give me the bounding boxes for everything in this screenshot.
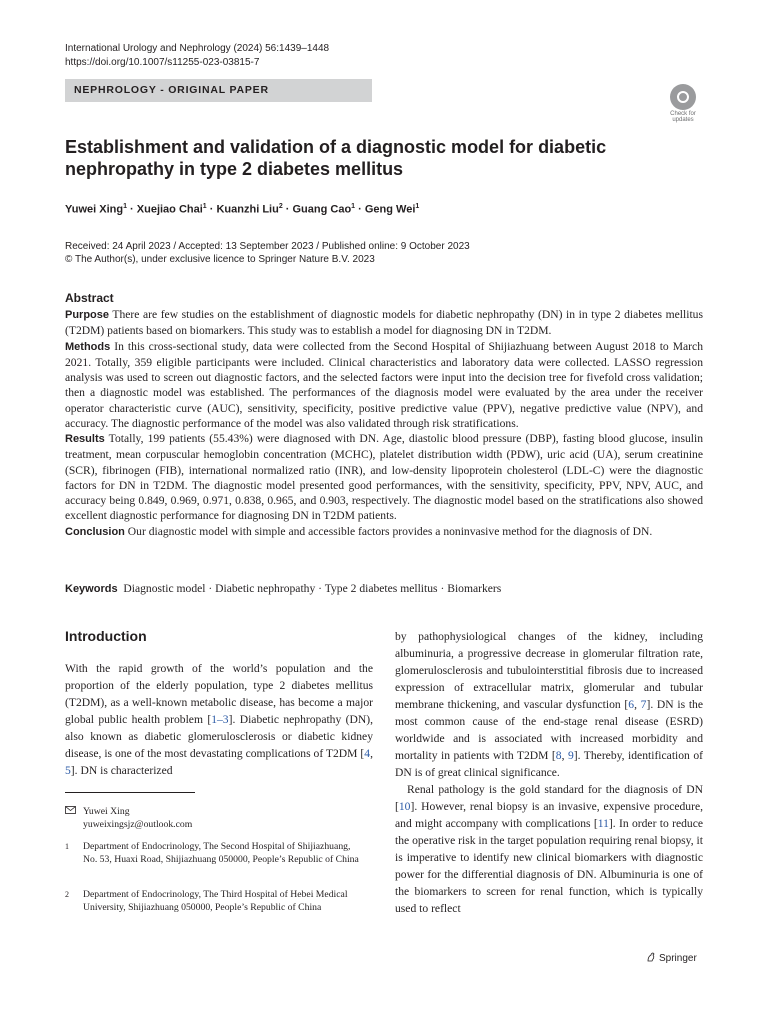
- abstract-methods: [65, 339, 703, 432]
- citation-link[interactable]: 11: [597, 817, 609, 830]
- affiliation-text: Department of Endocrinology, The Third Hospital of Hebei Medical University, Shijiazhuang 050000, People’s Republic of China: [83, 889, 348, 913]
- intro-paragraph: With the rapid growth of the world’s population and the proportion of the elderly population, type 2 diabetes mellitus (T2DM), as a well-known metabolic disease, has become a major global public health problem [1–3]. Diabetic nephropathy (DN), also known as diabetic glomerulosclerosis or diabetic kidney disease, is one of the most devastating complications of T2DM [4, 5]. DN is characterized: [65, 662, 373, 777]
- affiliation-2: [65, 888, 365, 914]
- history-dates: Received: 24 April 2023 / Accepted: 13 September 2023 / Published online: 9 October 2023: [65, 241, 470, 252]
- affiliation-1: [65, 840, 365, 866]
- text-run: ]. In order to reduce the operative risk in the target population requiring renal biopsy, it is imperative to identify new clinical biomarkers with diagnostic power for the differential diagnosis of DN. Albuminuria is one of the biomarkers to screen for renal function, which is typically used to reflect: [395, 817, 703, 915]
- author-affiliation-mark: 1: [415, 203, 420, 210]
- methods-label: Methods: [65, 340, 111, 353]
- text-run: ]. Diabetic nephropathy (DN), also known as diabetic glomerulosclerosis or diabetic kidney disease, is one of the most devastating complications of T2DM [: [65, 713, 373, 760]
- author-name[interactable]: Xuejiao Chai: [136, 203, 203, 216]
- abstract-purpose: [65, 307, 703, 339]
- section-banner-label: NEPHROLOGY - ORIGINAL PAPER: [74, 84, 269, 96]
- author-affiliation-mark: 1: [123, 203, 127, 210]
- abstract-results: [65, 431, 703, 524]
- author-name[interactable]: Yuwei Xing: [65, 203, 124, 216]
- intro-paragraph: [395, 781, 703, 917]
- author-name[interactable]: Geng Wei: [364, 203, 416, 216]
- author-affiliation-mark: 2: [278, 203, 283, 210]
- text-run: ]. However, renal biopsy is an invasive, expensive procedure, and might accompany with complications [: [395, 800, 703, 830]
- article-title: Establishment and validation of a diagnostic model for diabetic nephropathy in type 2 diabetes mellitus: [65, 137, 607, 179]
- citation-link[interactable]: 4: [364, 747, 371, 760]
- conclusion-label: Conclusion: [65, 525, 125, 538]
- author-name[interactable]: Guang Cao: [292, 203, 352, 216]
- keywords: [65, 582, 501, 595]
- text-run: by pathophysiological changes of the kidney, including albuminuria, a progressive decrease in glomerular filtration rate, glomerulosclerosis and tubulointerstitial fibrosis due to increased expression of extracellular matrix, glomerular and tubular membrane thickening, and vascular dysfunction [: [395, 630, 703, 711]
- citation-link[interactable]: 5: [65, 764, 71, 777]
- corresponding-author-email[interactable]: yuweixingsjz@outlook.com: [83, 819, 193, 830]
- publisher-logo: [646, 952, 697, 964]
- copyright-line: © The Author(s), under exclusive licence to Springer Nature B.V. 2023: [65, 253, 375, 265]
- corresponding-author-note: [65, 805, 365, 831]
- journal-citation: International Urology and Nephrology (2024) 56:1439–1448: [65, 43, 330, 54]
- section-banner: [65, 79, 372, 102]
- abstract-heading: Abstract: [65, 291, 114, 305]
- author-list: Yuwei Xing$^1$ · Xuejiao Chai$^1$ · Kuanzhi Liu$^2$ · Guang Cao$^1$ · Geng Wei$^1$: [65, 203, 420, 216]
- doi-link[interactable]: https://doi.org/10.1007/s11255-023-03815-7: [65, 57, 260, 68]
- purpose-label: Purpose: [65, 309, 110, 321]
- author-affiliation-mark: 1: [202, 203, 207, 210]
- methods-text: In this cross-sectional study, data were collected from the Second Hospital of Shijiazhuang between August 2018 to March 2021. Totally, 359 eligible participants were included. Clinical characteristics and laboratory data were collected. LASSO regression analysis was used to screen out diagnostic factors, and the selected factors were input into the decision tree for fivefold cross validation; then a diagnostic model was established. The performances of the diagnosis model were evaluated by the area under the receiver operator characteristic curve (AUC), sensitivity, specificity, positive predictive value (PPV), negative predictive value (NPV), and accuracy. The diagnostic performance of the model was also validated through risk stratifications.: [65, 339, 703, 430]
- purpose-text: There are few studies on the establishment of diagnostic models for diabetic nephropathy (DN) in in type 2 diabetes mellitus (T2DM) patients based on biomarkers. This study was to establish a model for diagnosing DN in T2DM.: [65, 308, 703, 338]
- abstract-body: [65, 307, 703, 540]
- citation-link[interactable]: 6: [628, 698, 635, 711]
- check-updates-label: Check for updates: [670, 111, 696, 123]
- citation-link[interactable]: 9: [567, 749, 574, 762]
- body-column-right: [395, 628, 703, 917]
- publisher-name: Springer: [659, 953, 697, 964]
- affiliation-mark: 1: [65, 842, 69, 851]
- text-run: With the rapid growth of the world’s population and the proportion of the elderly population, type 2 diabetes mellitus (T2DM), as a well-known metabolic disease, has become a major global public health problem [: [65, 662, 373, 726]
- check-updates-icon: [670, 84, 696, 110]
- text-run: Renal pathology is the gold standard for the diagnosis of DN [: [395, 783, 703, 813]
- check-for-updates-badge[interactable]: [663, 84, 703, 124]
- keywords-text: Diagnostic model · Diabetic nephropathy · Type 2 diabetes mellitus · Biomarkers: [123, 582, 502, 595]
- citation-link[interactable]: 8: [555, 749, 562, 762]
- springer-horse-icon: [646, 952, 656, 962]
- results-label: Results: [65, 433, 105, 445]
- text-run: ]. DN is the most common cause of the end-stage renal disease (ESRD) worldwide and is associated with increased morbidity and mortality in patients with T2DM [: [395, 698, 703, 762]
- introduction-heading: Introduction: [65, 628, 147, 644]
- corresponding-author-name: Yuwei Xing: [83, 806, 130, 817]
- conclusion-text: Our diagnostic model with simple and accessible factors provides a noninvasive method for the diagnosis of DN.: [127, 524, 653, 538]
- citation-link[interactable]: 1–3: [211, 713, 229, 726]
- intro-paragraph: by pathophysiological changes of the kidney, including albuminuria, a progressive decrease in glomerular filtration rate, glomerulosclerosis and tubulointerstitial fibrosis due to increased expression of extracellular matrix, glomerular and tubular membrane thickening, and vascular dysfunction [6, 7]. DN is the most common cause of the end-stage renal disease (ESRD) worldwide and is associated with increased morbidity and mortality in patients with T2DM [8, 9]. Thereby, identification of DN is of great clinical significance.: [395, 630, 703, 779]
- publication-dates: [65, 241, 470, 266]
- affiliation-mark: 2: [65, 890, 69, 899]
- citation-link[interactable]: 7: [640, 698, 647, 711]
- envelope-icon: [65, 805, 76, 818]
- text-run: ]. Thereby, identification of DN is of great clinical significance.: [395, 749, 703, 779]
- citation-link[interactable]: 10: [398, 800, 411, 813]
- footnote-divider: [65, 792, 195, 793]
- author-affiliation-mark: 1: [351, 203, 356, 210]
- journal-header: [65, 42, 329, 70]
- body-column-left: [65, 660, 373, 779]
- author-name[interactable]: Kuanzhi Liu: [216, 203, 279, 216]
- keywords-label: Keywords: [65, 583, 118, 595]
- abstract-conclusion: [65, 524, 703, 540]
- results-text: Totally, 199 patients (55.43%) were diagnosed with DN. Age, diastolic blood pressure (DBP), fasting blood glucose, insulin treatment, mean corpuscular hemoglobin concentration (MCHC), platelet distribution width (PDW), uric acid (UA), serum creatinine (SCR), fibrinogen (FIB), international normalized ratio (INR), and low-density lipoprotein cholesterol (LDL-C) were the diagnostic factors for DN in T2DM. The diagnostic model presented good performances, with the sensitivity, specificity, PPV, NPV, AUC, and accuracy being 0.849, 0.969, 0.971, 0.838, 0.965, and 0.903, respectively. The diagnostic model based on the stratifications also showed excellent diagnostic performance for diagnosing DN in T2DM patients.: [65, 432, 703, 523]
- affiliation-text: Department of Endocrinology, The Second Hospital of Shijiazhuang, No. 53, Huaxi Road, Shijiazhuang 050000, People’s Republic of China: [83, 841, 359, 865]
- text-run: ]. DN is characterized: [70, 764, 173, 777]
